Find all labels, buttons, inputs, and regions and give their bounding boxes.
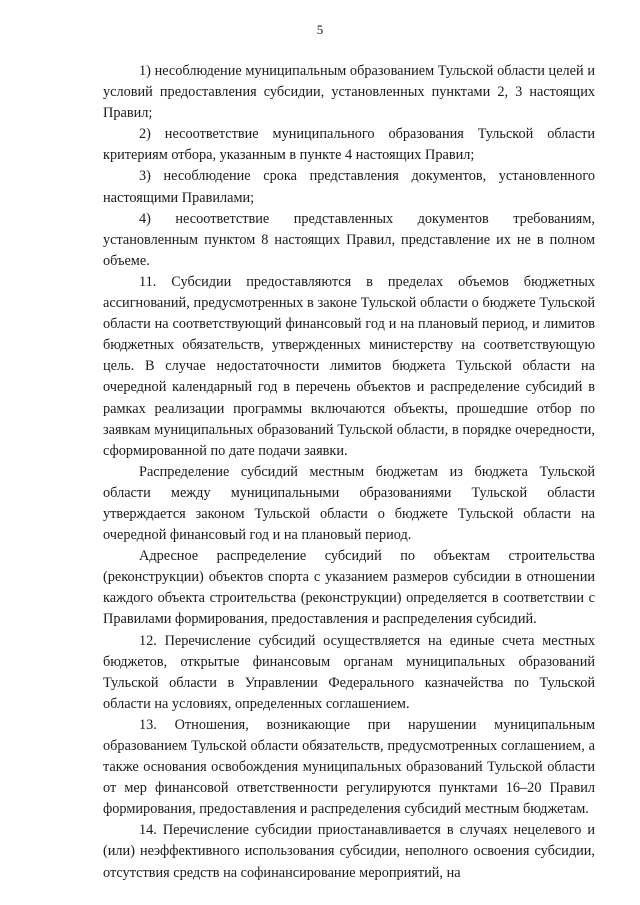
paragraph-clause-14: 14. Перечисление субсидии приостанавливается в случаях нецелевого и (или) неэффективного использования субсидии, неполного освоения субсидии, отсутствия средств на софинансирование мероприятий, на: [103, 822, 595, 881]
paragraph-reason-1: 1) несоблюдение муниципальным образованием Тульской области целей и условий предоставления субсидии, установленных пунктами 2, 3 настоящих Правил;: [103, 63, 595, 122]
paragraph-reason-3: 3) несоблюдение срока представления документов, установленного настоящими Правилами;: [103, 168, 595, 206]
paragraph-address-distribution: Адресное распределение субсидий по объектам строительства (реконструкции) объектов спорта с указанием размеров субсидии в отношении каждого объекта строительства (реконструкции) определяется в соответствии с Правилами формирования, предоставления и распределения субсидий.: [103, 548, 595, 628]
paragraph-clause-11: 11. Субсидии предоставляются в пределах объемов бюджетных ассигнований, предусмотренных в законе Тульской области о бюджете Тульской области на соответствующий финансовый год и на плановый период, и лимитов бюджетных обязательств, утвержденных министерству на соответствующую цель. В случае недостаточности лимитов бюджета Тульской области на очередной календарный год в перечень объектов и распределение субсидий в рамках реализации программы включаются объекты, прошедшие отбор по заявкам муниципальных образований Тульской области, в порядке очередности, сформированной по дате подачи заявки.: [103, 273, 595, 459]
paragraph-clause-12: 12. Перечисление субсидий осуществляется на единые счета местных бюджетов, открытые финансовым органам муниципальных образований Тульской области в Управлении Федерального казначейства по Тульской области на условиях, определенных соглашением.: [103, 632, 595, 712]
page-number: 5: [316, 22, 324, 37]
paragraph-reason-2: 2) несоответствие муниципального образования Тульской области критериям отбора, указанным в пункте 4 настоящих Правил;: [103, 126, 595, 164]
paragraph-reason-4: 4) несоответствие представленных документов требованиям, установленным пунктом 8 настоящих Правил, представление их не в полном объеме.: [103, 210, 595, 269]
document-body: [103, 61, 595, 884]
paragraph-distribution: Распределение субсидий местным бюджетам из бюджета Тульской области между муниципальными образованиями Тульской области утверждается законом Тульской области о бюджете Тульской области на очередной финансовый год и на плановый период.: [103, 463, 595, 544]
paragraph-clause-13: 13. Отношения, возникающие при нарушении муниципальным образованием Тульской области обязательств, предусмотренных соглашением, а также основания освобождения муниципальных образований Тульской области от мер финансовой ответственности регулируются пунктами 16–20 Правил формирования, предоставления и распределения субсидий местным бюджетам.: [103, 716, 595, 818]
